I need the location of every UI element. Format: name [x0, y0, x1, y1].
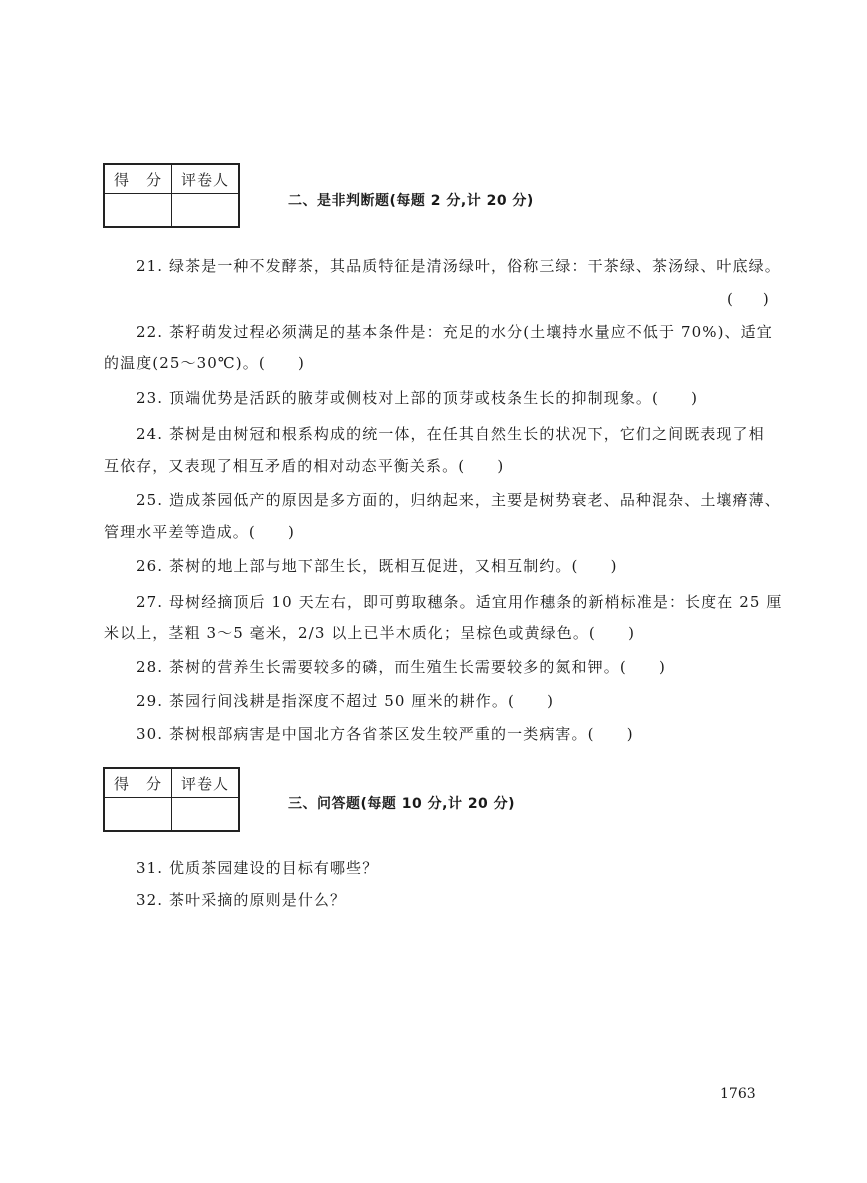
score-table-section3 — [103, 767, 240, 832]
question-27: 27. 母树经摘顶后 10 天左右，即可剪取穗条。适宜用作穗条的新梢标准是：长度在 25 厘 — [136, 593, 783, 611]
question-21: 21. 绿茶是一种不发酵茶，其品质特征是清汤绿叶，俗称三绿：干茶绿、茶汤绿、叶底绿。 — [136, 257, 781, 275]
question-26: 26. 茶树的地上部与地下部生长，既相互促进，又相互制约。( ) — [136, 557, 618, 575]
score-header-pingjuanren: 评卷人 — [172, 768, 240, 798]
question-27-cont: 米以上，茎粗 3～5 毫米，2/3 以上已半木质化；呈棕色或黄绿色。( ) — [104, 624, 636, 642]
page-number: 1763 — [720, 1086, 756, 1102]
question-28: 28. 茶树的营养生长需要较多的磷，而生殖生长需要较多的氮和钾。( ) — [136, 658, 666, 676]
score-cell-defen[interactable] — [104, 798, 172, 832]
question-22-cont: 的温度(25～30℃)。( ) — [104, 354, 305, 372]
question-24: 24. 茶树是由树冠和根系构成的统一体，在任其自然生长的状况下，它们之间既表现了相 — [136, 425, 765, 443]
question-23: 23. 顶端优势是活跃的腋芽或侧枝对上部的顶芽或枝条生长的抑制现象。( ) — [136, 389, 699, 407]
question-29: 29. 茶园行间浅耕是指深度不超过 50 厘米的耕作。( ) — [136, 692, 555, 710]
score-cell-pingjuanren[interactable] — [172, 798, 240, 832]
score-cell-defen[interactable] — [104, 194, 172, 228]
question-25: 25. 造成茶园低产的原因是多方面的，归纳起来，主要是树势衰老、品种混杂、土壤瘠薄、 — [136, 491, 781, 509]
score-cell-pingjuanren[interactable] — [172, 194, 240, 228]
question-25-cont: 管理水平差等造成。( ) — [104, 523, 296, 541]
section2-title: 二、是非判断题(每题 2 分,计 20 分) — [288, 193, 534, 209]
question-24-cont: 互依存，又表现了相互矛盾的相对动态平衡关系。( ) — [104, 457, 505, 475]
score-table-section2 — [103, 163, 240, 228]
score-header-pingjuanren: 评卷人 — [172, 164, 240, 194]
score-header-defen: 得 分 — [104, 768, 172, 798]
question-22: 22. 茶籽萌发过程必须满足的基本条件是：充足的水分(土壤持水量应不低于 70%)、适宜 — [136, 323, 773, 341]
question-31: 31. 优质茶园建设的目标有哪些？ — [136, 859, 379, 877]
question-30: 30. 茶树根部病害是中国北方各省茶区发生较严重的一类病害。( ) — [136, 725, 634, 743]
section3-title: 三、问答题(每题 10 分,计 20 分) — [288, 796, 516, 812]
score-header-defen: 得 分 — [104, 164, 172, 194]
question-32: 32. 茶叶采摘的原则是什么？ — [136, 891, 347, 909]
question-21-answer: ( ) — [727, 290, 769, 308]
